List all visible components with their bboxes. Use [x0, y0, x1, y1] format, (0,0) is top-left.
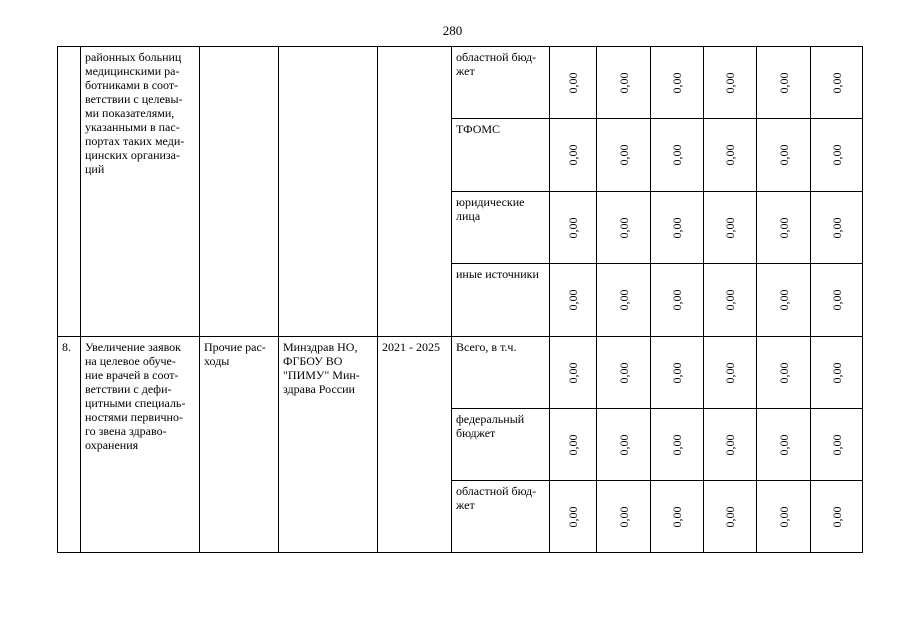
funding-source-cell: областной бюд- жет	[452, 47, 550, 119]
value-cell: 0,00	[651, 481, 704, 553]
value-cell: 0,00	[550, 192, 597, 264]
value-cell: 0,00	[704, 337, 757, 409]
value-cell: 0,00	[811, 192, 863, 264]
value-cell: 0,00	[651, 47, 704, 119]
value-cell: 0,00	[651, 192, 704, 264]
funding-source-cell: Всего, в т.ч.	[452, 337, 550, 409]
period-cell: 2021 - 2025	[378, 337, 452, 553]
measure-name-cell: Увеличение заявок на целевое обуче- ние врачей в соот- ветствии с дефи- цитными специаль- ностями первично- го звена здраво- охранения	[81, 337, 200, 553]
value-cell: 0,00	[550, 47, 597, 119]
funding-source-cell: федеральный бюджет	[452, 409, 550, 481]
value-cell: 0,00	[651, 119, 704, 192]
value-cell: 0,00	[597, 481, 651, 553]
value-cell: 0,00	[550, 337, 597, 409]
value-cell: 0,00	[550, 481, 597, 553]
value-cell: 0,00	[811, 47, 863, 119]
executor-cell	[279, 47, 378, 337]
measure-name-cell: районных больниц медицинскими ра- ботниками в соот- ветствии с целевы- ми показателями, указанными в пас- портах таких меди- цинских организа- ций	[81, 47, 200, 337]
value-cell: 0,00	[704, 47, 757, 119]
value-cell: 0,00	[704, 409, 757, 481]
value-cell: 0,00	[757, 337, 811, 409]
value-cell: 0,00	[550, 119, 597, 192]
value-cell: 0,00	[811, 264, 863, 337]
expense-type-cell: Прочие рас- ходы	[200, 337, 279, 553]
expense-type-cell	[200, 47, 279, 337]
value-cell: 0,00	[704, 481, 757, 553]
value-cell: 0,00	[757, 192, 811, 264]
value-cell: 0,00	[597, 337, 651, 409]
funding-source-cell: иные источники	[452, 264, 550, 337]
value-cell: 0,00	[757, 264, 811, 337]
table-row	[58, 337, 863, 409]
row-number-cell	[58, 47, 81, 337]
value-cell: 0,00	[811, 119, 863, 192]
value-cell: 0,00	[597, 47, 651, 119]
value-cell: 0,00	[757, 409, 811, 481]
value-cell: 0,00	[811, 337, 863, 409]
funding-source-cell: областной бюд- жет	[452, 481, 550, 553]
value-cell: 0,00	[651, 264, 704, 337]
value-cell: 0,00	[811, 409, 863, 481]
value-cell: 0,00	[811, 481, 863, 553]
table-row	[58, 47, 863, 119]
value-cell: 0,00	[597, 264, 651, 337]
budget-table	[57, 46, 863, 553]
value-cell: 0,00	[550, 409, 597, 481]
value-cell: 0,00	[704, 264, 757, 337]
funding-source-cell: юридические лица	[452, 192, 550, 264]
value-cell: 0,00	[757, 47, 811, 119]
value-cell: 0,00	[597, 119, 651, 192]
value-cell: 0,00	[651, 409, 704, 481]
row-number-cell: 8.	[58, 337, 81, 553]
value-cell: 0,00	[757, 481, 811, 553]
page-number: 280	[442, 23, 463, 38]
value-cell: 0,00	[704, 119, 757, 192]
funding-source-cell: ТФОМС	[452, 119, 550, 192]
executor-cell: Минздрав НО, ФГБОУ ВО "ПИМУ" Мин- здрава России	[279, 337, 378, 553]
value-cell: 0,00	[597, 409, 651, 481]
period-cell	[378, 47, 452, 337]
value-cell: 0,00	[550, 264, 597, 337]
value-cell: 0,00	[704, 192, 757, 264]
value-cell: 0,00	[651, 337, 704, 409]
value-cell: 0,00	[597, 192, 651, 264]
value-cell: 0,00	[757, 119, 811, 192]
